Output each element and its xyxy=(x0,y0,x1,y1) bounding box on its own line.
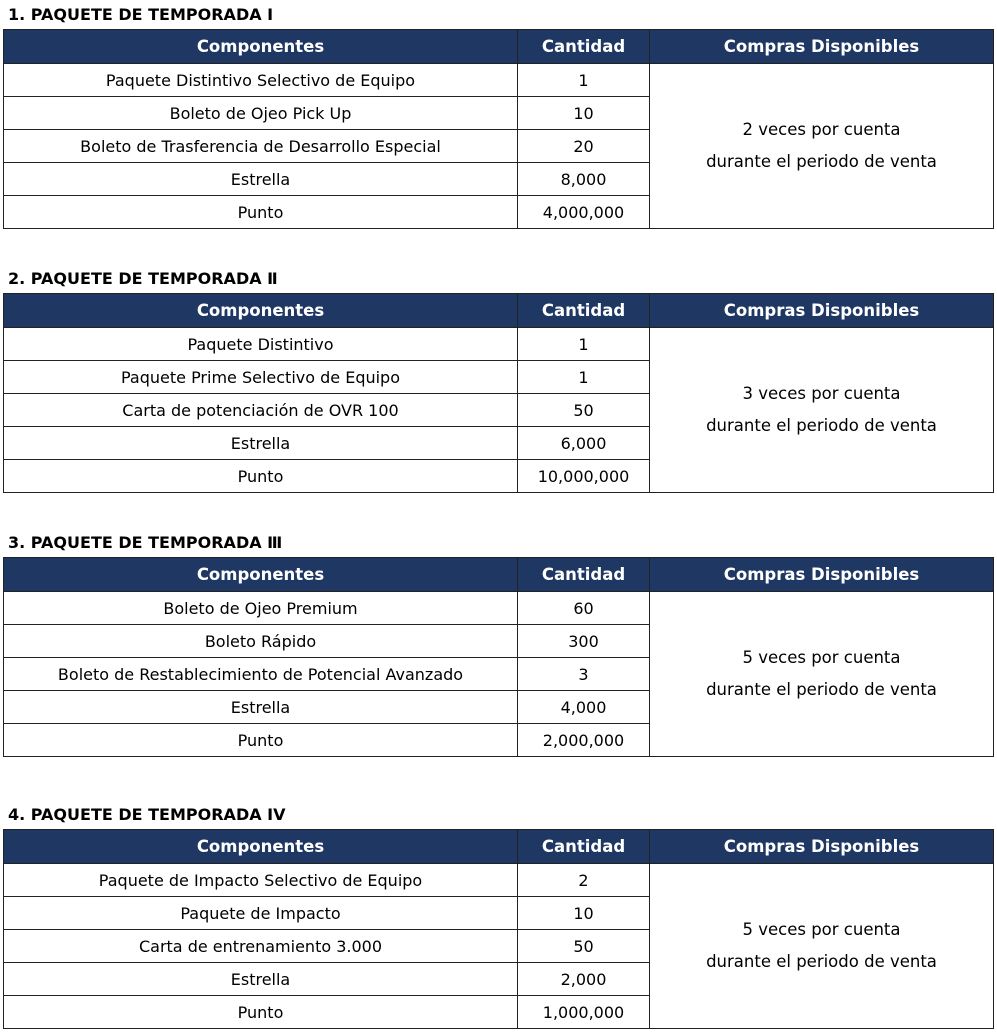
component-cell: Punto xyxy=(4,196,518,229)
component-cell: Boleto de Restablecimiento de Potencial Avanzado xyxy=(4,658,518,691)
quantity-cell: 10 xyxy=(518,97,650,130)
component-cell: Boleto de Trasferencia de Desarrollo Especial xyxy=(4,130,518,163)
table-row xyxy=(4,864,994,897)
header-components: Componentes xyxy=(4,830,518,864)
quantity-cell: 4,000 xyxy=(518,691,650,724)
component-cell: Estrella xyxy=(4,963,518,996)
availability-line: durante el periodo de venta xyxy=(706,152,937,171)
header-purchases: Compras Disponibles xyxy=(650,830,994,864)
component-cell: Paquete de Impacto Selectivo de Equipo xyxy=(4,864,518,897)
component-cell: Estrella xyxy=(4,427,518,460)
package-title: 1. PAQUETE DE TEMPORADA Ⅰ xyxy=(8,5,274,24)
component-cell: Punto xyxy=(4,996,518,1029)
quantity-cell: 4,000,000 xyxy=(518,196,650,229)
package-title: 3. PAQUETE DE TEMPORADA Ⅲ xyxy=(8,533,283,552)
package-section-4 xyxy=(0,802,997,1034)
package-title: 4. PAQUETE DE TEMPORADA IV xyxy=(8,805,286,824)
availability-line: 5 veces por cuenta xyxy=(742,648,901,667)
package-table xyxy=(3,29,994,229)
availability-line: durante el periodo de venta xyxy=(706,416,937,435)
quantity-cell: 300 xyxy=(518,625,650,658)
availability-line: durante el periodo de venta xyxy=(706,680,937,699)
table-header-row xyxy=(4,558,994,592)
package-section-3 xyxy=(0,530,997,762)
header-components: Componentes xyxy=(4,30,518,64)
header-purchases: Compras Disponibles xyxy=(650,294,994,328)
package-section-1 xyxy=(0,2,997,230)
package-table xyxy=(3,557,994,757)
table-row xyxy=(4,592,994,625)
quantity-cell: 50 xyxy=(518,394,650,427)
header-quantity: Cantidad xyxy=(518,294,650,328)
quantity-cell: 1,000,000 xyxy=(518,996,650,1029)
component-cell: Carta de entrenamiento 3.000 xyxy=(4,930,518,963)
availability-cell xyxy=(650,864,994,1029)
table-header-row xyxy=(4,30,994,64)
quantity-cell: 10 xyxy=(518,897,650,930)
quantity-cell: 10,000,000 xyxy=(518,460,650,493)
table-header-row xyxy=(4,830,994,864)
table-row xyxy=(4,328,994,361)
header-purchases: Compras Disponibles xyxy=(650,558,994,592)
component-cell: Punto xyxy=(4,460,518,493)
component-cell: Paquete Prime Selectivo de Equipo xyxy=(4,361,518,394)
package-title: 2. PAQUETE DE TEMPORADA Ⅱ xyxy=(8,269,278,288)
quantity-cell: 6,000 xyxy=(518,427,650,460)
quantity-cell: 1 xyxy=(518,328,650,361)
component-cell: Paquete Distintivo Selectivo de Equipo xyxy=(4,64,518,97)
availability-cell xyxy=(650,328,994,493)
quantity-cell: 20 xyxy=(518,130,650,163)
availability-cell xyxy=(650,592,994,757)
package-section-2 xyxy=(0,266,997,494)
availability-line: 3 veces por cuenta xyxy=(742,384,901,403)
header-quantity: Cantidad xyxy=(518,558,650,592)
component-cell: Boleto de Ojeo Premium xyxy=(4,592,518,625)
header-quantity: Cantidad xyxy=(518,30,650,64)
quantity-cell: 1 xyxy=(518,64,650,97)
quantity-cell: 8,000 xyxy=(518,163,650,196)
quantity-cell: 2,000 xyxy=(518,963,650,996)
component-cell: Punto xyxy=(4,724,518,757)
quantity-cell: 2 xyxy=(518,864,650,897)
table-header-row xyxy=(4,294,994,328)
quantity-cell: 2,000,000 xyxy=(518,724,650,757)
component-cell: Boleto de Ojeo Pick Up xyxy=(4,97,518,130)
package-table xyxy=(3,293,994,493)
component-cell: Estrella xyxy=(4,691,518,724)
table-row xyxy=(4,64,994,97)
header-purchases: Compras Disponibles xyxy=(650,30,994,64)
component-cell: Paquete de Impacto xyxy=(4,897,518,930)
quantity-cell: 3 xyxy=(518,658,650,691)
component-cell: Estrella xyxy=(4,163,518,196)
header-components: Componentes xyxy=(4,294,518,328)
component-cell: Carta de potenciación de OVR 100 xyxy=(4,394,518,427)
availability-line: 5 veces por cuenta xyxy=(742,920,901,939)
component-cell: Paquete Distintivo xyxy=(4,328,518,361)
package-table xyxy=(3,829,994,1029)
quantity-cell: 60 xyxy=(518,592,650,625)
header-components: Componentes xyxy=(4,558,518,592)
quantity-cell: 50 xyxy=(518,930,650,963)
availability-line: 2 veces por cuenta xyxy=(742,120,901,139)
availability-line: durante el periodo de venta xyxy=(706,952,937,971)
header-quantity: Cantidad xyxy=(518,830,650,864)
quantity-cell: 1 xyxy=(518,361,650,394)
availability-cell xyxy=(650,64,994,229)
component-cell: Boleto Rápido xyxy=(4,625,518,658)
